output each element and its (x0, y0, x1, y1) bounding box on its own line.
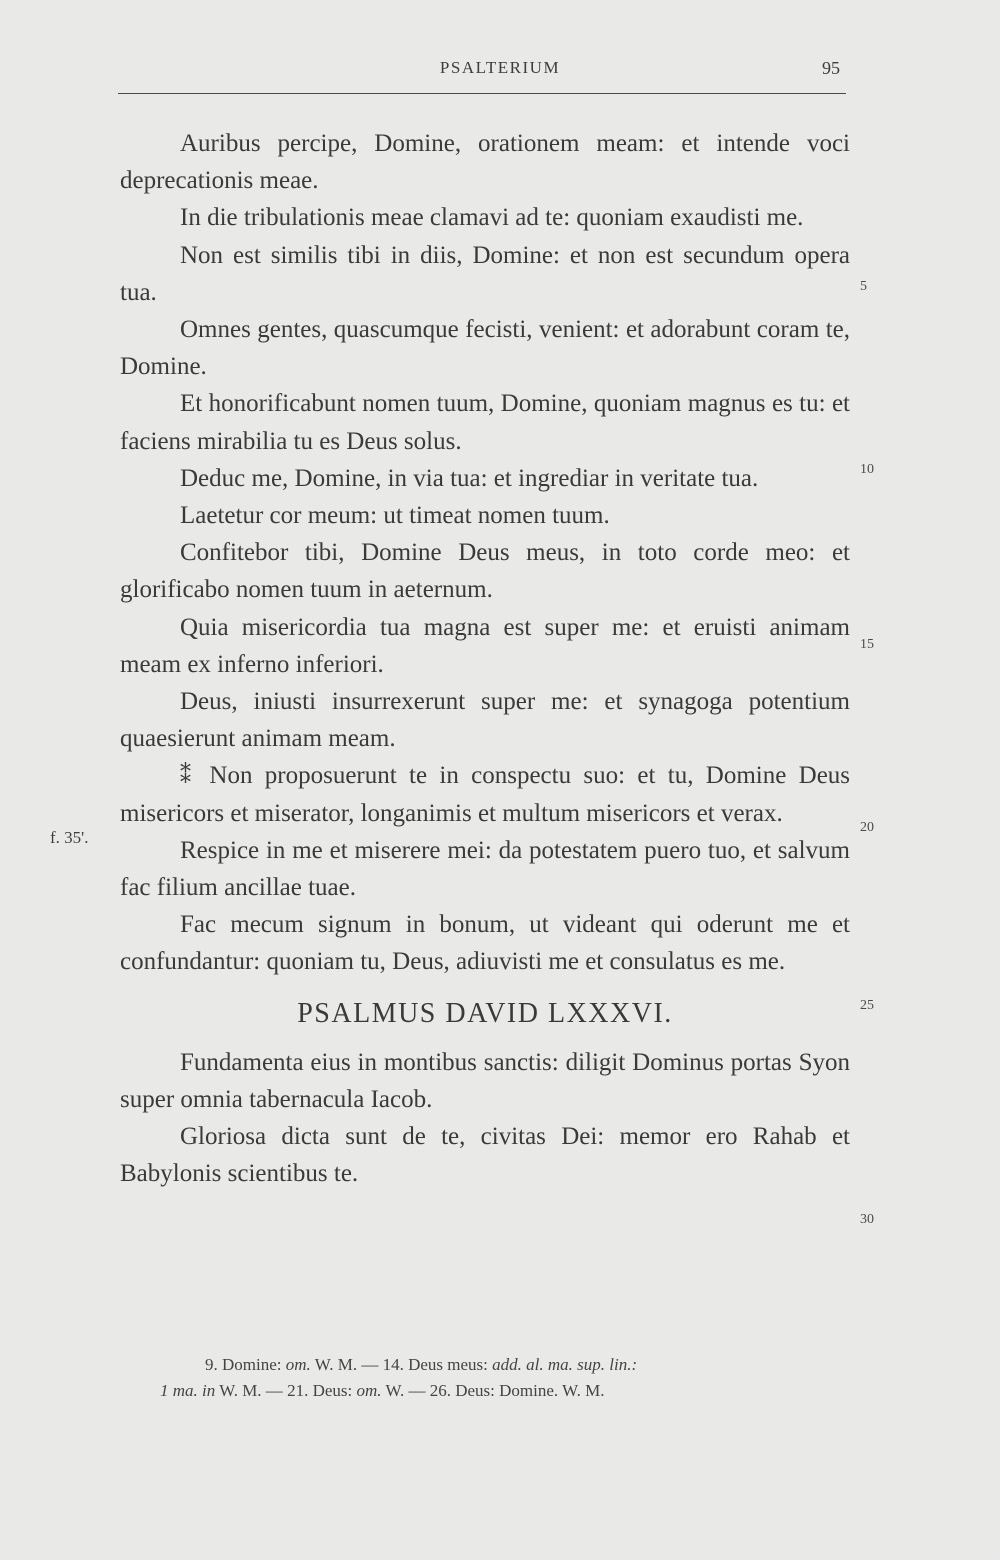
footnote-source: W. M. — (314, 1355, 379, 1374)
verse-marked (120, 757, 850, 831)
footnote-ref: 26. Deus: (429, 1381, 495, 1400)
psalm-text (120, 125, 850, 1193)
footnotes (160, 1352, 860, 1404)
footnote-abbr: add. al. ma. sup. lin.: (492, 1355, 638, 1374)
verse: Laetetur cor meum: ut timeat nomen tuum. (180, 502, 610, 530)
footnote-source: Domine. W. M. (499, 1381, 605, 1400)
verse: Respice in me et miserere mei: da potestatem puero tuo, et salvum fac filium ancillae tuae. (120, 836, 850, 902)
verse: Omnes gentes, quascumque fecisti, venient: et adorabunt coram te, Domine. (120, 316, 850, 381)
footnote-line (160, 1378, 860, 1404)
page-number: 95 (822, 58, 840, 78)
footnote-source: W. — (385, 1381, 426, 1400)
verse: Confitebor tibi, Domine Deus meus, in toto corde meo: et glorificabo nomen tuum in aeternum. (120, 539, 850, 604)
footnote-line (160, 1352, 860, 1378)
verse: Fac mecum signum in bonum, ut videant qui oderunt me et confundantur: quoniam tu, Deus, adiuvisti me et consulatus es me. (120, 911, 850, 976)
verse: Non est similis tibi in diis, Domine: et non est secundum opera tua. (120, 241, 850, 306)
verse: Et honorificabunt nomen tuum, Domine, quoniam magnus es tu: et faciens mirabilia tu es Deus solus. (120, 390, 850, 455)
verse: Gloriosa dicta sunt de te, civitas Dei: memor ero Rahab et Babylonis scientibus te. (120, 1123, 850, 1188)
line-number: 30 (860, 1212, 874, 1227)
verse: Auribus percipe, Domine, orationem meam: et intende voci deprecationis meae. (120, 130, 850, 195)
running-title: PSALTERIUM (439, 58, 561, 77)
verse-mark-icon: ⁑ (180, 763, 198, 789)
psalm-heading: PSALMUS DAVID LXXXVI. (297, 997, 673, 1029)
verse: Quia misericordia tua magna est super me: et eruisti animam meam ex inferno inferiori. (120, 613, 850, 678)
footnote-abbr: om. (285, 1355, 311, 1374)
line-number: 5 (860, 279, 867, 294)
footnote-ref: 21. Deus: (287, 1381, 353, 1400)
verse: Deduc me, Domine, in via tua: et ingrediar in veritate tua. (180, 464, 759, 492)
footnote-ref: 14. Deus meus: (382, 1355, 488, 1374)
header-rule (118, 93, 846, 94)
line-number: 25 (860, 998, 874, 1013)
line-number: 10 (860, 462, 874, 477)
footnote-abbr: 1 ma. in (160, 1381, 216, 1400)
verse: Deus, iniusti insurrexerunt super me: et synagoga potentium quaesierunt animam meam. (120, 688, 850, 753)
footnote-ref: 9. Domine: (205, 1355, 282, 1374)
line-number: 15 (860, 637, 874, 652)
verse: Fundamenta eius in montibus sanctis: diligit Dominus portas Syon super omnia tabernacula Iacob. (120, 1048, 850, 1114)
folio-marker: f. 35'. (50, 828, 89, 847)
footnote-source: W. M. — (219, 1381, 283, 1400)
verse: In die tribulationis meae clamavi ad te: quoniam exaudisti me. (180, 204, 804, 232)
verse: Non proposuerunt te in conspectu suo: et tu, Domine Deus misericors et miserator, longanimis et multum misericors et verax. (120, 762, 851, 827)
footnote-abbr: om. (356, 1381, 382, 1400)
line-number: 20 (860, 820, 874, 835)
